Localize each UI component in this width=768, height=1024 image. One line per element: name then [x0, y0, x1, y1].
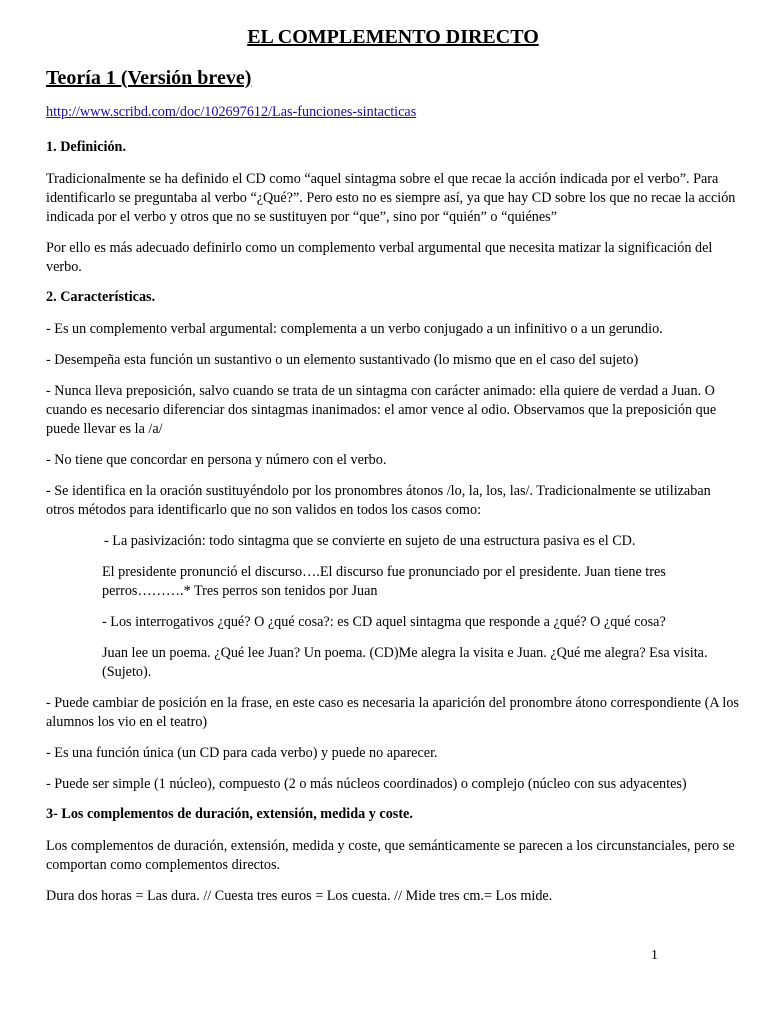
- page-number: 1: [651, 948, 658, 963]
- section-1-heading: 1. Definición.: [46, 139, 126, 155]
- section-1-paragraph-2: Por ello es más adecuado definirlo como un complemento verbal argumental que necesita matizar la significación del verbo.: [46, 240, 713, 275]
- section-3-paragraph-2: Dura dos horas = Las dura. // Cuesta tres euros = Los cuesta. // Mide tres cm.= Los mide.: [46, 888, 553, 904]
- characteristic-item: - Puede cambiar de posición en la frase, en este caso es necesaria la aparición del pronombre átono correspondiente (A los alumnos los vio en el teatro): [46, 695, 739, 730]
- section-1-paragraph-1: Tradicionalmente se ha definido el CD como “aquel sintagma sobre el que recae la acción indicada por el verbo”. Para identificarlo se preguntaba al verbo “¿Qué?”. Pero esto no es siempre así, ya que hay CD sobre los que no recae la acción indicada por el verbo y otros que no se sustituyen por “que”, sino por “quién” o “quiénes”: [46, 171, 736, 225]
- method-pasivizacion: - La pasivización: todo sintagma que se convierte en sujeto de una estructura pasiva es el CD.: [104, 533, 636, 549]
- method-interrogativos-example: Juan lee un poema. ¿Qué lee Juan? Un poema. (CD)Me alegra la visita e Juan. ¿Qué me alegra? Esa visita. (Sujeto).: [102, 645, 708, 680]
- characteristic-item: - No tiene que concordar en persona y número con el verbo.: [46, 452, 387, 468]
- characteristic-item: - Se identifica en la oración sustituyéndolo por los pronombres átonos /lo, la, los, las/. Tradicionalmente se utilizaban otros métodos para identificarlo que no son validos en todos los casos como:: [46, 483, 711, 518]
- section-2-heading: 2. Características.: [46, 289, 156, 305]
- characteristic-item: - Desempeña esta función un sustantivo o un elemento sustantivado (lo mismo que en el caso del sujeto): [46, 352, 639, 368]
- method-interrogativos: - Los interrogativos ¿qué? O ¿qué cosa?: es CD aquel sintagma que responde a ¿qué? O ¿qué cosa?: [102, 614, 666, 630]
- characteristic-item: - Es un complemento verbal argumental: complementa a un verbo conjugado a un infinitivo o a un gerundio.: [46, 321, 663, 337]
- section-3-heading: 3- Los complementos de duración, extensión, medida y coste.: [46, 806, 413, 822]
- characteristic-item: - Nunca lleva preposición, salvo cuando se trata de un sintagma con carácter animado: ella quiere de verdad a Juan. O cuando es necesario diferenciar dos sintagmas inanimados: el amor vence al odio. Observamos que la preposición que puede llevar es la /a/: [46, 383, 717, 437]
- section-3-paragraph-1: Los complementos de duración, extensión, medida y coste, que semánticamente se parecen a los circunstanciales, pero se comportan como complementos directos.: [46, 838, 735, 873]
- characteristic-item: - Es una función única (un CD para cada verbo) y puede no aparecer.: [46, 745, 438, 761]
- document-title: EL COMPLEMENTO DIRECTO: [247, 26, 539, 48]
- source-link[interactable]: http://www.scribd.com/doc/102697612/Las-funciones-sintacticas: [46, 104, 417, 120]
- method-pasivizacion-example: El presidente pronunció el discurso….El discurso fue pronunciado por el presidente. Juan tiene tres perros……….* Tres perros son tenidos por Juan: [102, 564, 666, 599]
- document-subtitle: Teoría 1 (Versión breve): [46, 67, 252, 89]
- characteristic-item: - Puede ser simple (1 núcleo), compuesto (2 o más núcleos coordinados) o complejo (núcleo con sus adyacentes): [46, 776, 687, 792]
